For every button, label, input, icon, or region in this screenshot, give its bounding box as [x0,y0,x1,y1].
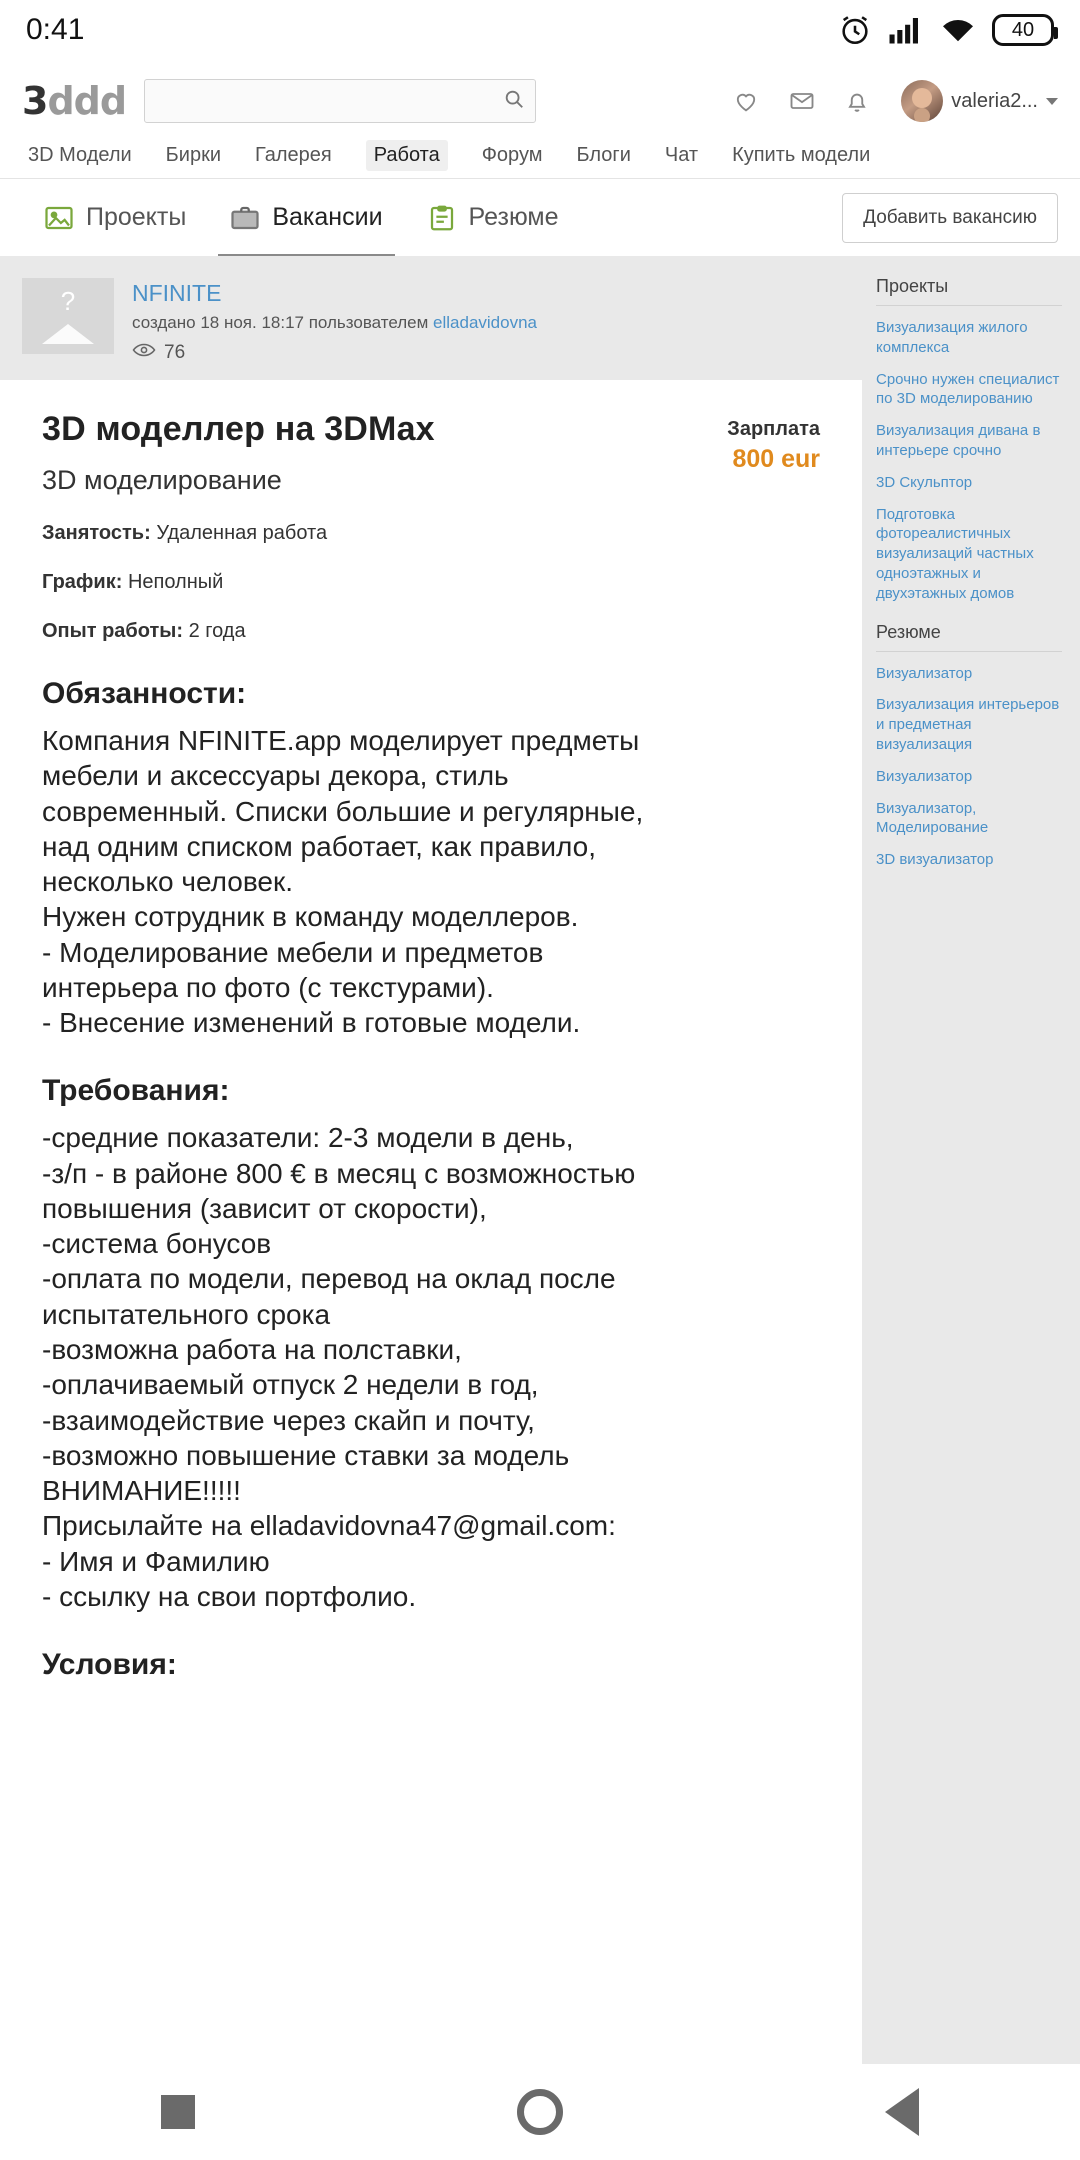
user-name: valeria2... [951,89,1038,112]
avatar [901,80,943,122]
article-header [42,410,820,496]
nav-item-blogs[interactable]: Блоги [576,143,631,166]
mail-icon[interactable] [787,87,817,115]
duties-heading: Обязанности: [42,677,247,710]
page-body [0,256,1080,2064]
home-button[interactable] [517,2089,563,2135]
author-meta [132,278,537,364]
briefcase-icon [230,205,260,231]
sidebar-resume-link[interactable]: 3D визуализатор [876,851,994,869]
nav-item-buy-models[interactable]: Купить модели [732,143,871,166]
signal-icon [888,15,924,45]
sidebar-resume-group [876,622,1062,870]
logo-prefix: 3 [22,79,48,123]
meta-employment-label: Занятость: [42,522,151,544]
eye-icon [132,342,156,364]
meta-schedule-value: Неполный [122,571,224,593]
header-top-row [22,70,1058,132]
created-user-link[interactable]: elladavidovna [433,313,537,332]
search-box[interactable] [144,79,536,123]
requirements-line: -возможна работа на полставки, [42,1333,462,1365]
tab-projects[interactable] [22,179,208,257]
company-name-link[interactable]: NFINITE [132,280,222,306]
battery-icon [992,14,1054,46]
duties-line: над одним списком работает, как правило, [42,830,596,862]
salary-label: Зарплата [727,418,820,440]
wifi-icon [940,15,976,45]
chevron-down-icon[interactable] [1046,98,1058,105]
tab-resume[interactable] [405,179,581,257]
duties-line: несколько человек. [42,866,294,898]
nav-item-chat[interactable]: Чат [664,143,699,166]
job-article [0,380,862,2064]
page-title: 3D моделлер на 3DMax [42,410,435,448]
sidebar-projects-heading: Проекты [876,276,1062,306]
requirements-line: - Имя и Фамилию [42,1545,270,1577]
search-input[interactable] [155,90,503,113]
meta-experience-value: 2 года [183,620,246,642]
meta-experience [42,620,820,643]
job-subtitle: 3D моделирование [42,465,282,495]
duties-line: - Моделирование мебели и предметов [42,936,544,968]
tab-vacancies-label: Вакансии [272,203,383,231]
sidebar [862,256,1080,2064]
duties-line: современный. Списки большие и регулярные, [42,795,644,827]
requirements-line: -оплачиваемый отпуск 2 недели в год, [42,1369,539,1401]
duties-line: мебели и аксессуары декора, стиль [42,760,509,792]
requirements-line: испытательного срока [42,1298,331,1330]
placeholder-shape-icon [42,324,94,344]
status-clock: 0:41 [26,13,85,46]
battery-level: 40 [1011,18,1035,41]
requirements-line: Присылайте на elladavidovna47@gmail.com: [42,1510,616,1542]
sidebar-resume-link[interactable]: Визуализатор [876,767,973,785]
tab-resume-label: Резюме [468,203,559,231]
created-prefix: создано 18 ноя. 18:17 пользователем [132,313,434,332]
placeholder-question-icon: ? [60,286,76,316]
tab-vacancies[interactable] [208,179,404,257]
conditions-heading: Условия: [42,1648,177,1682]
created-info [132,313,537,333]
salary-value: 800 eur [732,445,820,473]
requirements-line: - ссылку на свои портфолио. [42,1580,417,1612]
section-tabs [0,178,1080,256]
sidebar-project-link[interactable]: Визуализация дивана в интерьере срочно [876,422,1041,459]
sidebar-project-link[interactable]: Визуализация жилого комплекса [876,319,1028,356]
bell-icon[interactable] [843,87,871,115]
sidebar-resume-link[interactable]: Визуализация интерьеров и предметная визуализация [876,696,1060,753]
logo-suffix: ddd [47,79,127,123]
nav-item-birki[interactable]: Бирки [165,143,222,166]
sidebar-project-link[interactable]: Срочно нужен специалист по 3D моделированию [876,370,1060,408]
user-menu[interactable] [901,80,1058,122]
alarm-icon [838,13,872,47]
sidebar-resume-heading: Резюме [876,622,1062,652]
requirements-line: повышения (зависит от скорости), [42,1192,487,1224]
image-icon [44,205,74,231]
requirements-line: -средние показатели: 2-3 модели в день, [42,1122,574,1154]
requirements-line: -система бонусов [42,1228,272,1260]
clipboard-icon [427,205,457,231]
views-counter [132,342,537,364]
views-count: 76 [164,342,186,363]
meta-schedule [42,571,820,594]
requirements-line: ВНИМАНИЕ!!!!! [42,1475,241,1507]
add-vacancy-button[interactable]: Добавить вакансию [842,193,1058,243]
requirements-line: -возможно повышение ставки за модель [42,1439,570,1471]
heart-icon[interactable] [731,87,761,115]
duties-line: Компания NFINITE.app моделирует предметы [42,725,640,756]
tab-projects-label: Проекты [86,203,187,231]
search-icon[interactable] [503,88,525,115]
duties-line: Нужен сотрудник в команду моделлеров. [42,901,579,933]
site-header [0,60,1080,178]
meta-employment-value: Удаленная работа [150,522,328,544]
content-column [0,256,862,2064]
author-card [0,256,862,380]
meta-experience-label: Опыт работы: [42,620,184,642]
sidebar-resume-link[interactable]: Визуализатор, Моделирование [876,799,989,837]
requirements-line: -оплата по модели, перевод на оклад после [42,1263,616,1295]
system-navigation-bar [0,2064,1080,2160]
status-bar [0,0,1080,60]
duties-line: - Внесение изменений в готовые модели. [42,1007,581,1039]
status-icons [838,13,1054,47]
sidebar-resume-link[interactable]: Визуализатор [876,664,973,682]
sidebar-projects-group [876,276,1062,604]
nav-item-gallery[interactable]: Галерея [255,143,332,166]
meta-employment [42,522,820,545]
back-button[interactable] [885,2088,919,2136]
header-icon-group [731,80,1058,122]
site-logo[interactable] [22,79,126,123]
nav-item-3d-models[interactable]: 3D Модели [28,143,132,166]
salary-block [727,410,820,474]
author-thumbnail[interactable] [22,278,114,354]
sidebar-project-link[interactable]: Подготовка фотореалистичных визуализаций частных одноэтажных и двухэтажных домов [876,505,1034,602]
recents-button[interactable] [161,2095,195,2129]
requirements-heading: Требования: [42,1074,230,1108]
nav-item-forum[interactable]: Форум [481,143,543,166]
meta-schedule-label: График: [42,571,123,593]
main-nav [22,132,1058,178]
requirements-line: -взаимодействие через скайп и почту, [42,1404,535,1436]
duties-line: интерьера по фото (с текстурами). [42,971,494,1003]
requirements-line: -з/п - в районе 800 € в месяц с возможностью [42,1157,636,1189]
sidebar-project-link[interactable]: 3D Скульптор [876,473,973,491]
nav-item-work[interactable]: Работа [366,140,448,171]
